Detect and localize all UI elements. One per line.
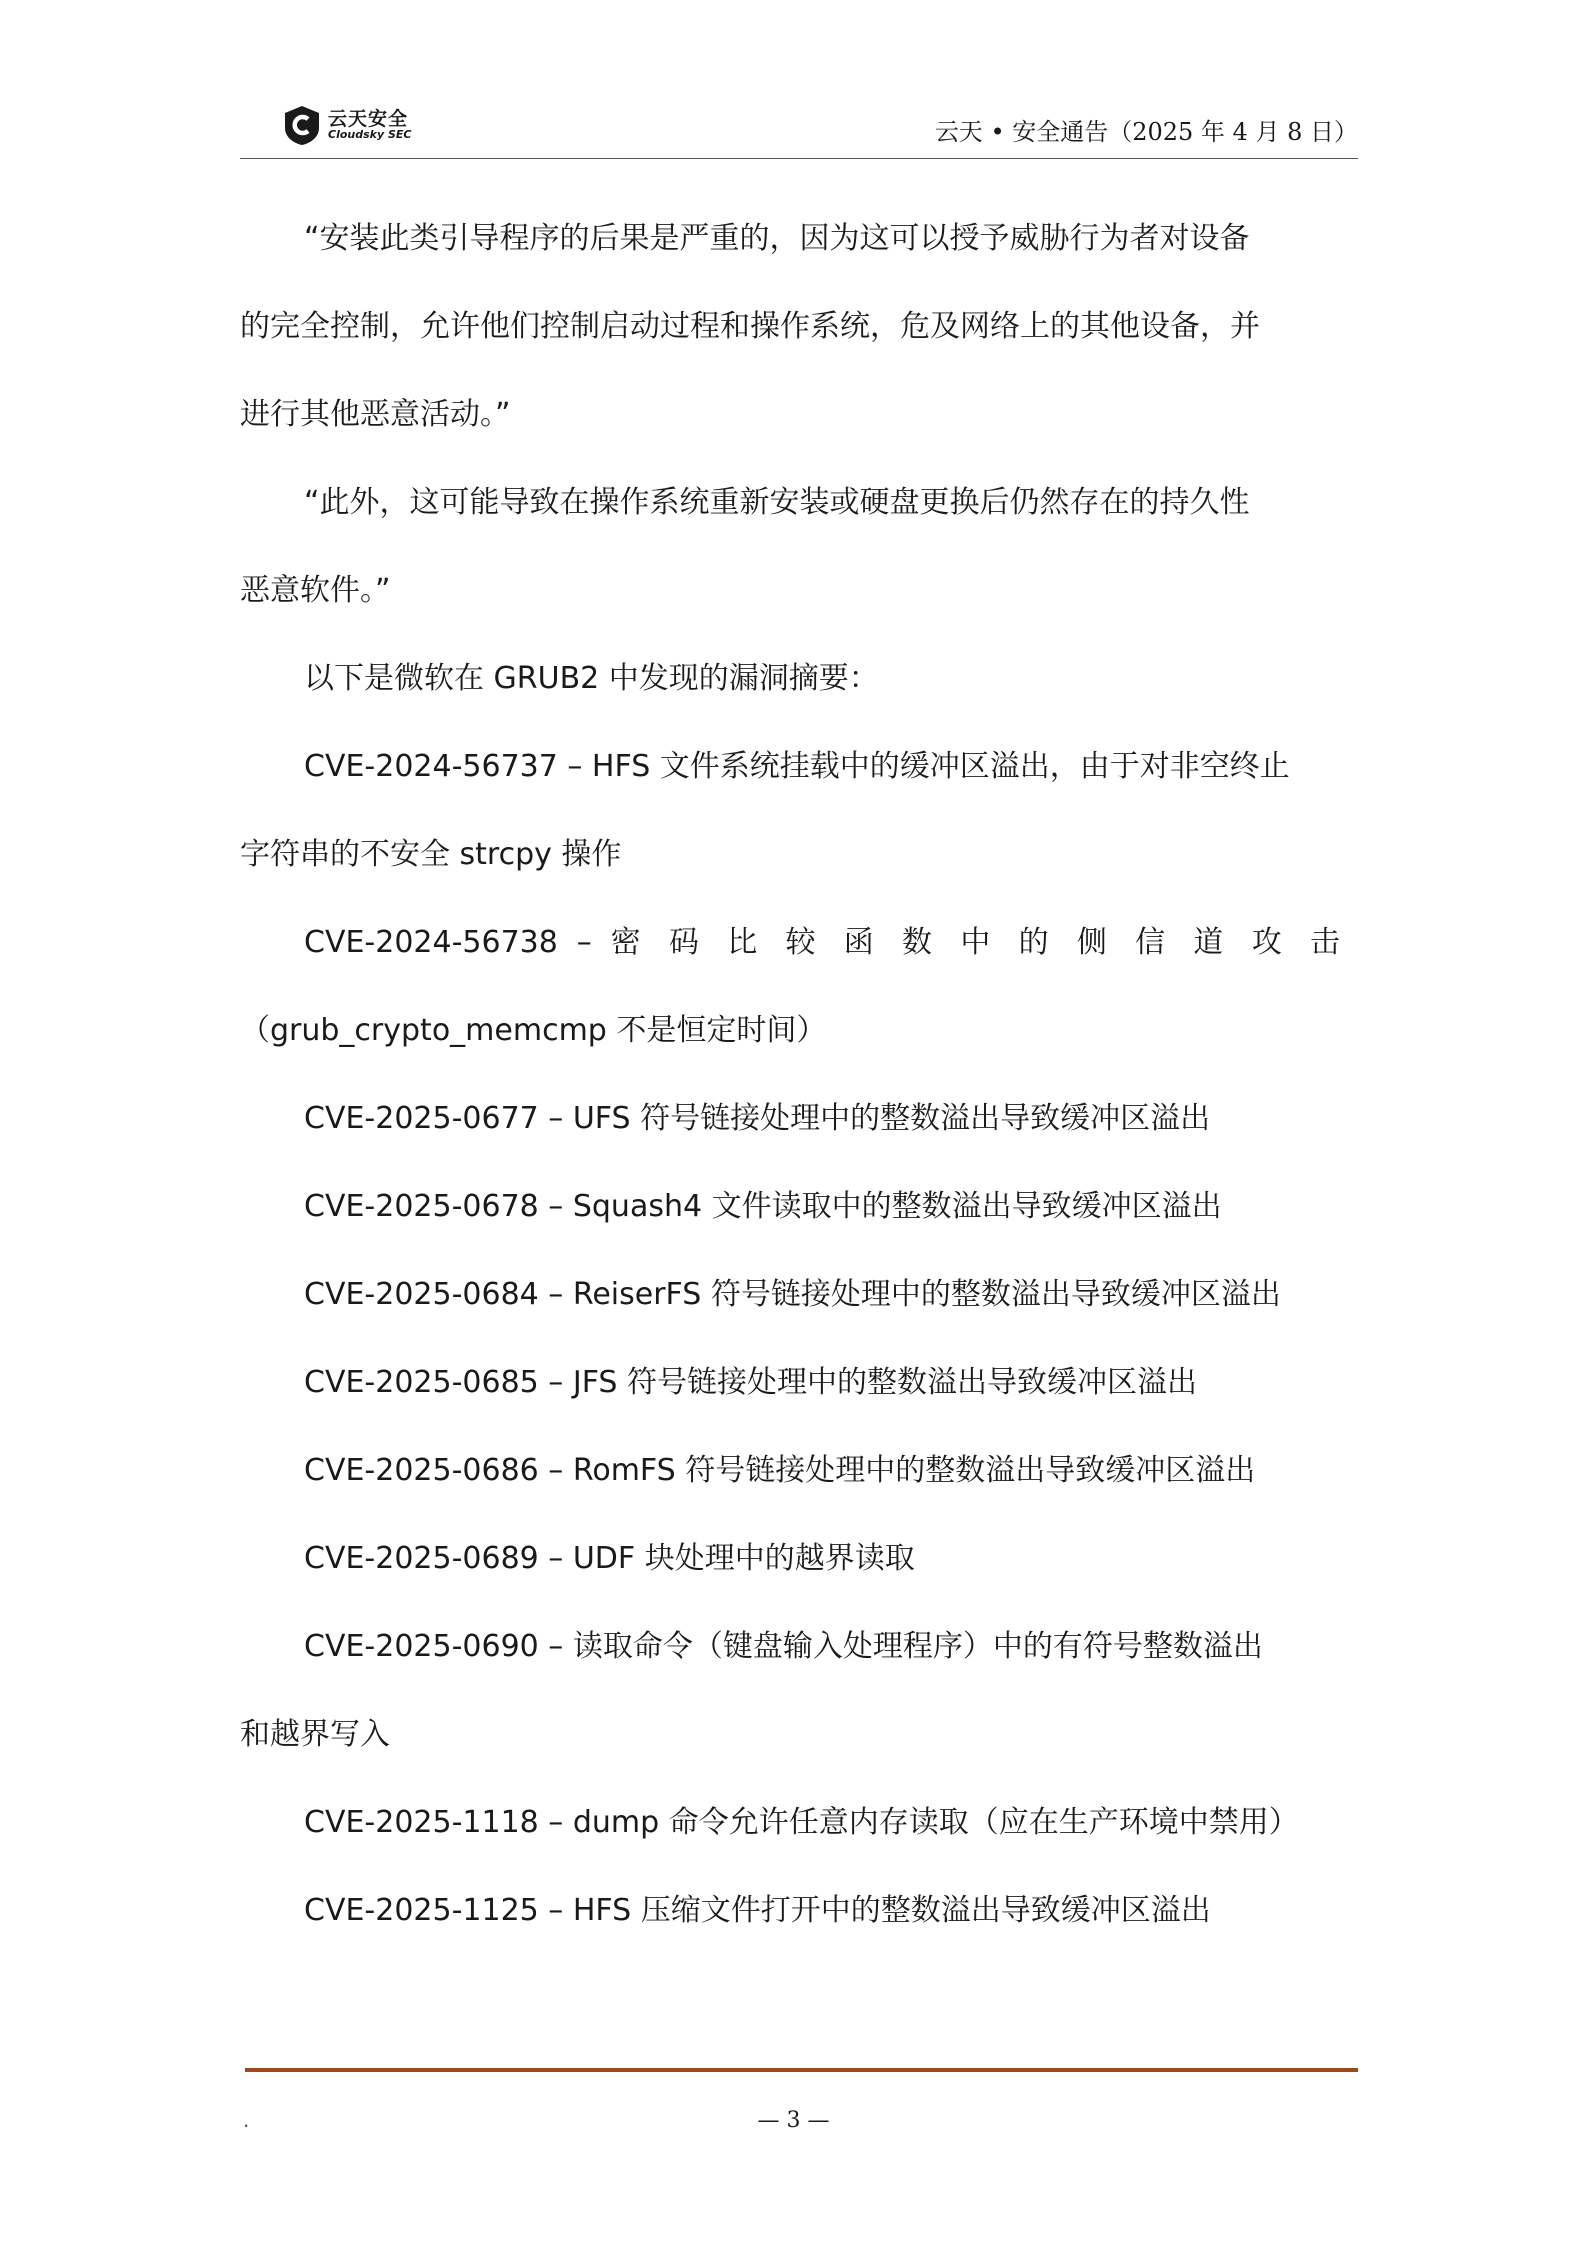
footer-dot: . [243, 2108, 250, 2132]
paragraph-line: 的完全控制，允许他们控制启动过程和操作系统，危及网络上的其他设备，并 [240, 309, 1260, 344]
cve-item-line: CVE-2025-0686 – RomFS 符号链接处理中的整数溢出导致缓冲区溢出 [304, 1453, 1256, 1488]
cve-item-line: 字符串的不安全 strcpy 操作 [240, 837, 622, 872]
logo-name-en: Cloudsky SEC [328, 128, 412, 141]
paragraph-line: 进行其他恶意活动。” [240, 397, 511, 432]
header-divider [240, 158, 1358, 159]
header-title: 云天 • 安全通告（2025 年 4 月 8 日） [934, 118, 1358, 146]
cve-item-line: 和越界写入 [240, 1717, 390, 1752]
cve-item-line: CVE-2025-0677 – UFS 符号链接处理中的整数溢出导致缓冲区溢出 [304, 1101, 1211, 1136]
cve-item-line: CVE-2024-56738 – 密 码 比 较 函 数 中 的 侧 信 道 攻 击 [304, 925, 1340, 960]
paragraph-line: 以下是微软在 GRUB2 中发现的漏洞摘要： [304, 661, 879, 696]
cve-item-line: CVE-2025-0684 – ReiserFS 符号链接处理中的整数溢出导致缓冲区溢出 [304, 1277, 1281, 1312]
cve-item-line: CVE-2024-56737 – HFS 文件系统挂载中的缓冲区溢出，由于对非空终止 [304, 749, 1290, 784]
paragraph-line: 恶意软件。” [240, 573, 391, 608]
page-number: — 3 — [757, 2108, 830, 2133]
shield-logo-icon [282, 104, 322, 146]
cve-item-line: （grub_crypto_memcmp 不是恒定时间） [240, 1013, 827, 1048]
paragraph-line: “此外，这可能导致在操作系统重新安装或硬盘更换后仍然存在的持久性 [304, 485, 1250, 520]
page-header [240, 90, 1358, 160]
cve-item-line: CVE-2025-0689 – UDF 块处理中的越界读取 [304, 1541, 915, 1576]
cve-item-line: CVE-2025-0678 – Squash4 文件读取中的整数溢出导致缓冲区溢出 [304, 1189, 1222, 1224]
cve-item-line: CVE-2025-0685 – JFS 符号链接处理中的整数溢出导致缓冲区溢出 [304, 1365, 1197, 1400]
company-logo [282, 100, 442, 150]
document-body [240, 195, 1340, 1955]
logo-name-cn: 云天安全 [328, 108, 409, 130]
cve-item-line: CVE-2025-1125 – HFS 压缩文件打开中的整数溢出导致缓冲区溢出 [304, 1893, 1211, 1928]
cve-item-line: CVE-2025-1118 – dump 命令允许任意内存读取（应在生产环境中禁用） [304, 1805, 1299, 1840]
footer-divider [245, 2068, 1358, 2072]
cve-item-line: CVE-2025-0690 – 读取命令（键盘输入处理程序）中的有符号整数溢出 [304, 1629, 1263, 1664]
paragraph-line: “安装此类引导程序的后果是严重的，因为这可以授予威胁行为者对设备 [304, 221, 1250, 256]
